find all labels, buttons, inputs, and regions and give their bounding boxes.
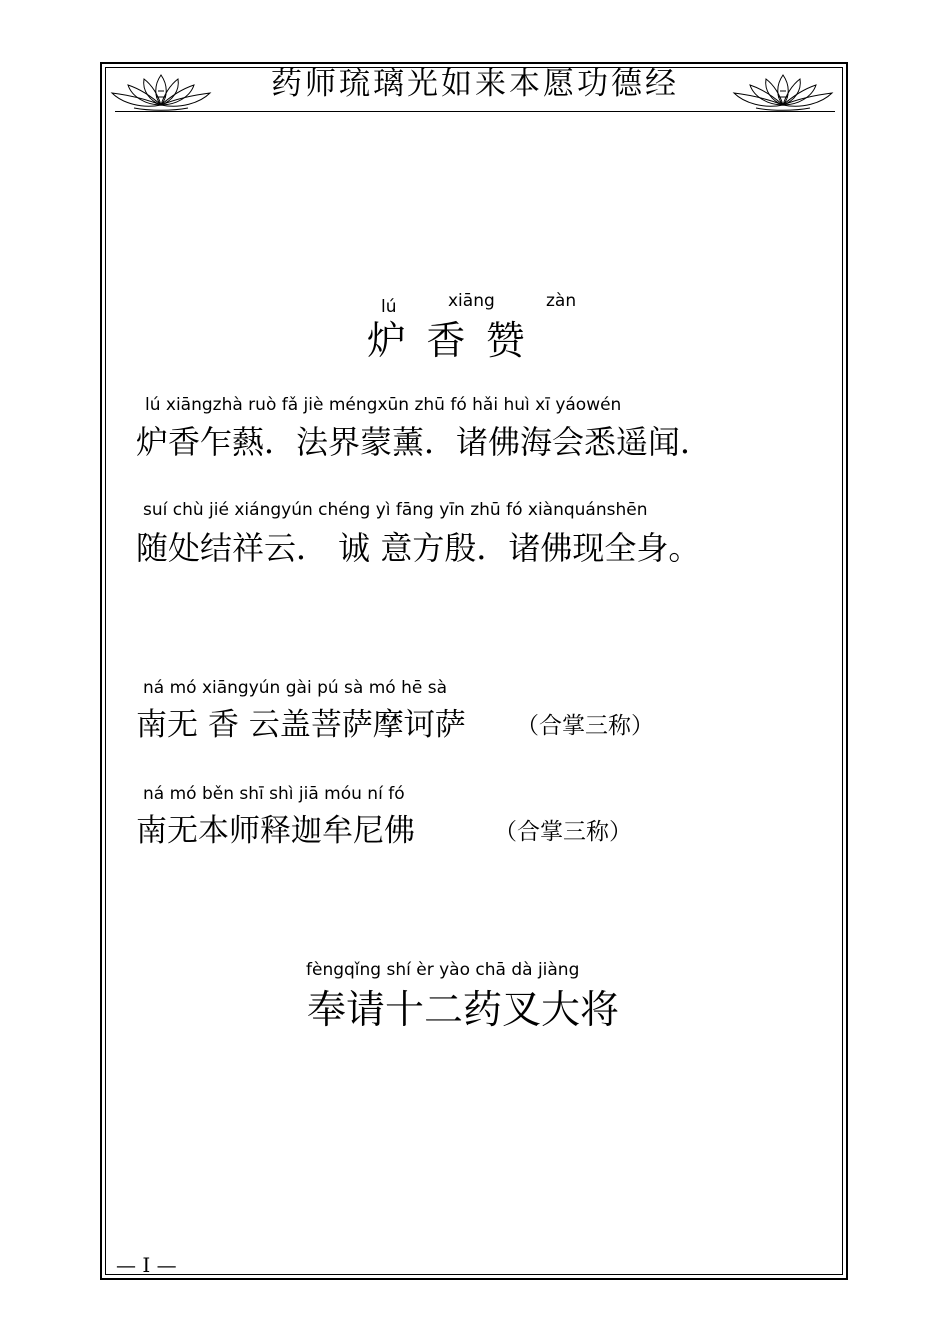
title-pinyin-1: lú [381,297,397,317]
page-border-inner [105,67,843,1275]
section-title-yaksha-generals: 奉请十二药叉大将 [307,988,620,1033]
recitation-note: （合掌三称） [494,819,632,845]
pinyin-line: suí chù jié xiángyún chéng yì fāng yīn zhū fó xiànquánshēn [143,500,648,520]
header-divider [115,111,835,112]
pinyin-line: ná mó běn shī shì jiā móu ní fó [143,784,405,804]
title-pinyin: fèngqǐng shí èr yào chā dà jiàng [306,960,580,980]
title-pinyin-3: zàn [546,291,577,311]
invocation-line: 南无本师释迦牟尼佛 [136,813,415,849]
verse-line: 随处结祥云． 诚 意方殷．诸佛现全身。 [136,529,701,567]
header-title: 药师琉璃光如来本愿功德经 [271,66,679,102]
page-number: — I — [116,1253,177,1277]
invocation-line: 南无 香 云盖菩萨摩诃萨 [136,707,466,743]
section-title-lu-xiang-zan: 炉 香 赞 [367,319,529,364]
pinyin-line: ná mó xiāngyún gài pú sà mó hē sà [143,678,447,698]
title-pinyin-2: xiāng [448,291,495,311]
pinyin-line: lú xiāngzhà ruò fǎ jiè méngxūn zhū fó hǎi huì xī yáowén [145,395,622,415]
verse-line: 炉香乍爇．法界蒙薰．诸佛海会悉遥闻． [136,423,713,461]
recitation-note: （合掌三称） [516,713,654,739]
